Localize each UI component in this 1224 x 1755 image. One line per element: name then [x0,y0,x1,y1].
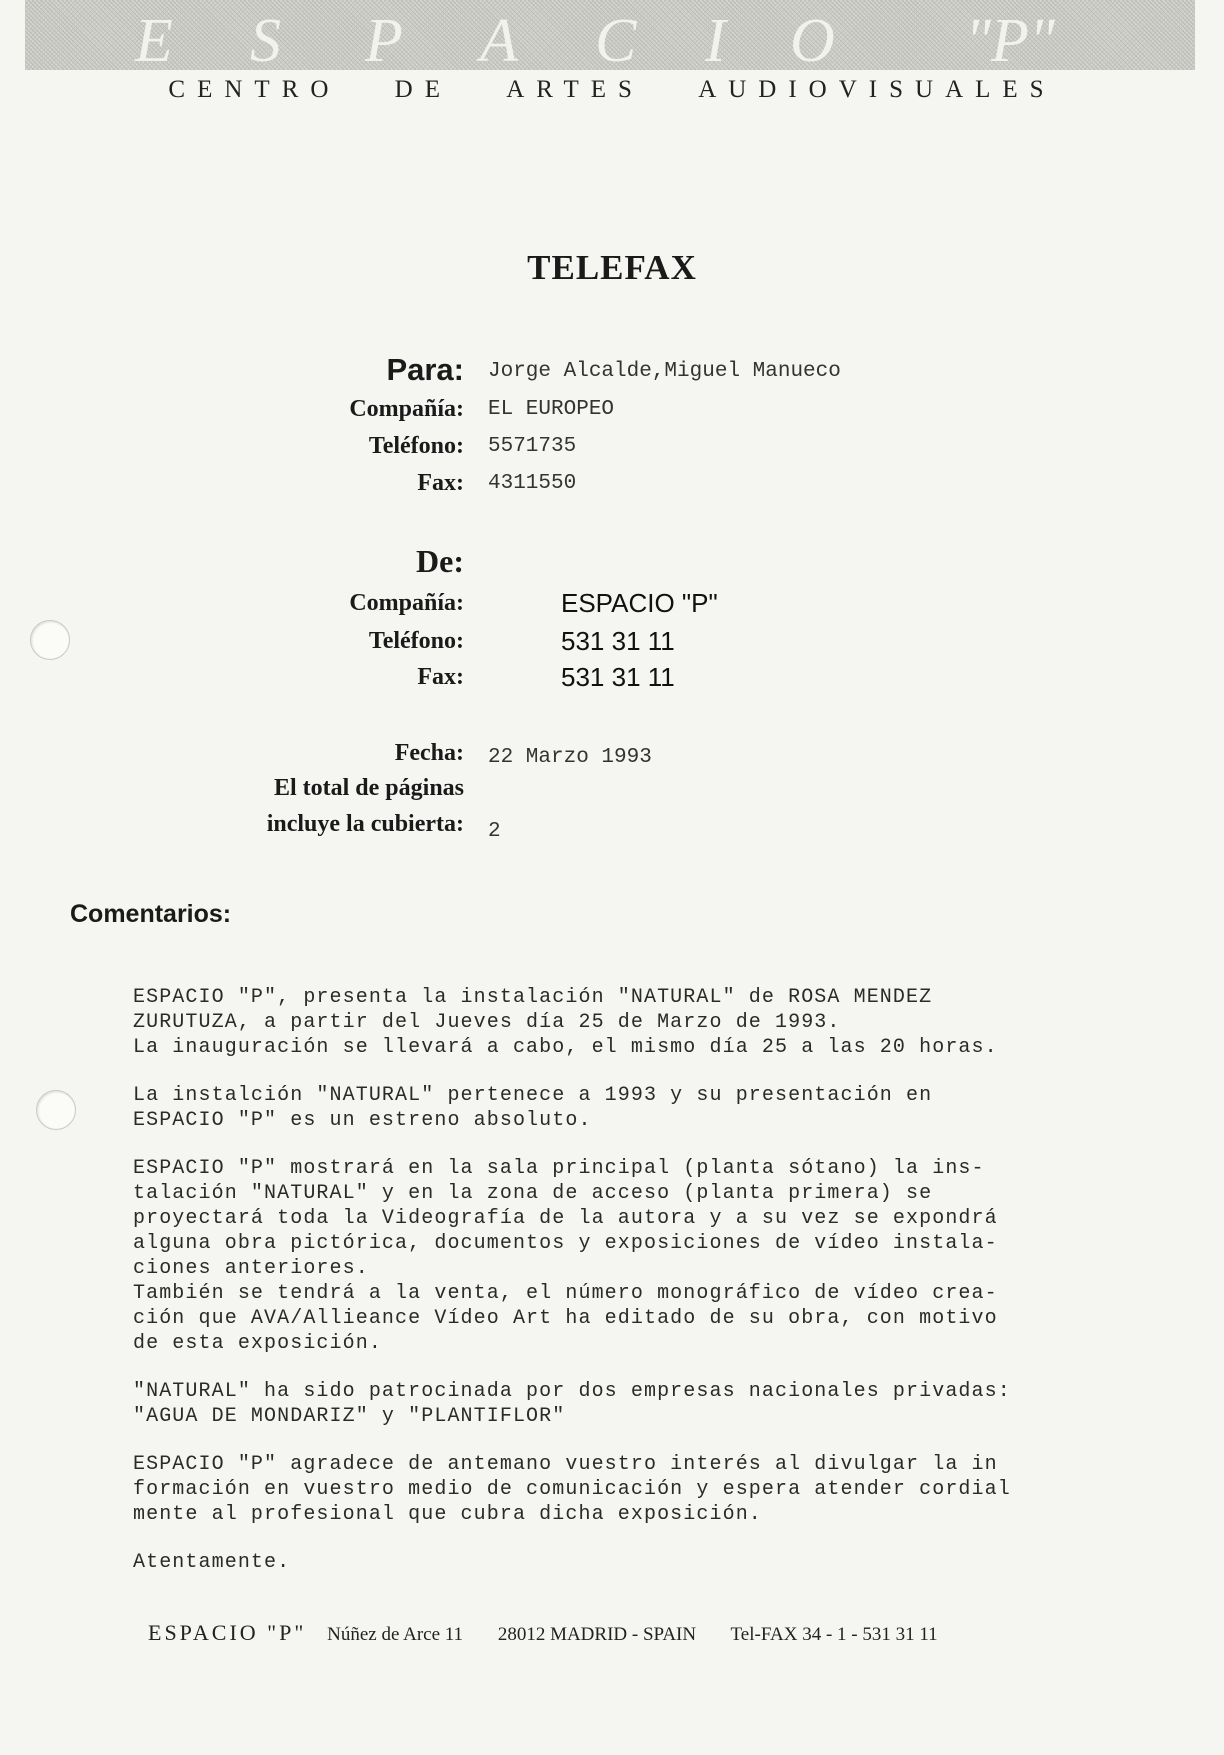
comment-line: formación en vuestro medio de comunicación y espera atender cordial [133,1478,1011,1501]
para-company: EL EUROPEO [488,398,615,421]
comment-line: mente al profesional que cubra dicha exposición. [133,1503,762,1526]
banner-letter: I [705,7,726,70]
footer-telfax: Tel-FAX 34 - 1 - 531 31 11 [730,1624,938,1645]
comment-line: La inauguración se llevará a cabo, el mismo día 25 a las 20 horas. [133,1036,998,1059]
binder-hole [36,1090,76,1130]
banner-letter: S [250,7,281,70]
pages-label-line2: incluye la cubierta: [266,811,464,837]
paragraph-gap [133,1133,1153,1156]
comment-line: ESPACIO "P" mostrará en la sala principal (planta sótano) la ins- [133,1157,985,1180]
paragraph-gap [133,1060,1153,1083]
paragraph-gap [133,1429,1153,1452]
comment-line: ZURUTUZA, a partir del Jueves día 25 de Marzo de 1993. [133,1011,841,1034]
subtitle-word: DE [394,76,452,103]
comment-line: ESPACIO "P", presenta la instalación "NATURAL" de ROSA MENDEZ [133,986,933,1009]
comment-line: de esta exposición. [133,1332,382,1355]
banner-letter: C [595,7,637,70]
pages-label-line1: El total de páginas [273,775,464,801]
footer-name: ESPACIO "P" [148,1620,307,1645]
para-recipient: Jorge Alcalde,Miguel Manueco [488,360,841,383]
para-heading: Para: [386,352,464,387]
comment-line: ESPACIO "P" agradece de antemano vuestro interés al divulgar la in [133,1453,998,1476]
comment-line: alguna obra pictórica, documentos y exposiciones de vídeo instala- [133,1232,998,1255]
comment-line: ción que AVA/Allieance Vídeo Art ha editado de su obra, con motivo [133,1307,998,1330]
subtitle-word: AUDIOVISUALES [698,76,1056,103]
comments-label: Comentarios: [70,900,232,928]
de-phone-label: Teléfono: [368,628,464,654]
footer-address: Núñez de Arce 11 [327,1624,464,1645]
comment-line: Atentamente. [133,1551,291,1574]
comment-line: talación "NATURAL" y en la zona de acceso (planta primera) se [133,1182,933,1205]
para-fax: 4311550 [488,472,577,495]
paragraph-gap [133,1527,1153,1550]
de-company-label: Compañía: [349,590,464,616]
comment-line: "AGUA DE MONDARIZ" y "PLANTIFLOR" [133,1405,566,1428]
comment-line: La instalción "NATURAL" pertenece a 1993 y su presentación en [133,1084,933,1107]
para-fax-label: Fax: [417,470,464,496]
comment-line: ciones anteriores. [133,1257,369,1280]
comments-body [133,985,1153,1575]
comment-line: ESPACIO "P" es un estreno absoluto. [133,1109,592,1132]
comment-line: "NATURAL" ha sido patrocinada por dos empresas nacionales privadas: [133,1380,1011,1403]
para-phone: 5571735 [488,435,577,458]
de-fax: 531 31 11 [561,662,675,692]
footer [148,1620,968,1646]
de-company: ESPACIO "P" [561,588,718,618]
de-heading: De: [416,543,464,579]
date-value: 22 Marzo 1993 [488,746,652,769]
para-company-label: Compañía: [349,396,464,422]
de-fax-label: Fax: [417,664,464,690]
pages-value: 2 [488,820,501,843]
comment-line: proyectará toda la Videografía de la autora y a su vez se expondrá [133,1207,998,1230]
banner-letter: P [365,7,403,70]
banner-letter: O [790,7,835,70]
letterhead-subtitle [0,76,1224,104]
subtitle-word: ARTES [506,76,644,103]
de-phone: 531 31 11 [561,626,675,656]
banner-letter: "P" [965,7,1055,70]
para-phone-label: Teléfono: [368,433,464,459]
document-title: TELEFAX [527,248,697,287]
subtitle-word: CENTRO [168,76,341,103]
date-label: Fecha: [394,740,464,766]
footer-city: 28012 MADRID - SPAIN [497,1624,697,1645]
binder-hole [30,620,70,660]
letterhead-banner [25,0,1195,70]
banner-letter: A [480,7,518,70]
paragraph-gap [133,1356,1153,1379]
comment-line: También se tendrá a la venta, el número monográfico de vídeo crea- [133,1282,998,1305]
banner-letter: E [135,7,173,70]
